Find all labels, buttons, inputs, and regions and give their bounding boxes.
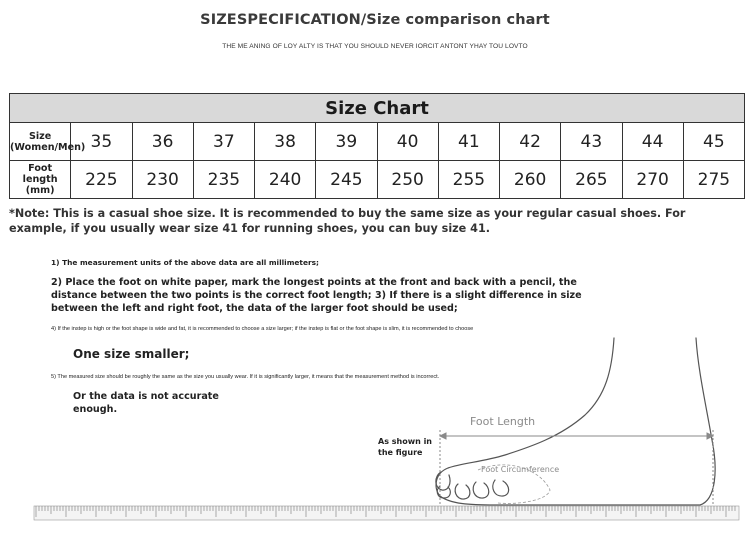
foot-circumference-label: Foot Circumference xyxy=(481,465,560,474)
size-cell: 39 xyxy=(316,123,377,161)
foot-length-cell: 265 xyxy=(561,161,622,199)
instruction-step-1: 1) The measurement units of the above data are all millimeters; xyxy=(51,258,319,267)
size-cell: 43 xyxy=(561,123,622,161)
foot-length-label: Foot Length xyxy=(470,415,536,428)
foot-length-cell: 240 xyxy=(255,161,316,199)
size-row-label: Size (Women/Men) xyxy=(10,123,71,161)
foot-length-cell: 235 xyxy=(193,161,254,199)
foot-length-cell: 270 xyxy=(622,161,683,199)
motto-text: THE ME ANING OF LOY ALTY IS THAT YOU SHOULD NEVER IORCIT ANTONT YHAY TOU LOVTO xyxy=(222,43,528,50)
foot-length-cell: 230 xyxy=(132,161,193,199)
size-cell: 44 xyxy=(622,123,683,161)
size-cell: 37 xyxy=(193,123,254,161)
size-cell: 41 xyxy=(438,123,499,161)
foot-length-cell: 245 xyxy=(316,161,377,199)
size-cell: 36 xyxy=(132,123,193,161)
foot-length-cell: 275 xyxy=(683,161,744,199)
foot-length-cell: 255 xyxy=(438,161,499,199)
foot-length-cell: 260 xyxy=(500,161,561,199)
instruction-step-2: 2) Place the foot on white paper, mark the longest points at the front and back with a pencil, the distance between the two points is the correct foot length; 3) If there is a slight difference in size between the left and right foot, the data of the larger foot should be used; xyxy=(51,277,582,314)
size-cell: 42 xyxy=(500,123,561,161)
size-chart-heading: Size Chart xyxy=(10,94,745,123)
figure-caption: As shown in the figure xyxy=(378,437,432,457)
instruction-step-5: 5) The measured size should be roughly the same as the size you usually wear. If it is significantly larger, it means that the measurement method is incorrect. xyxy=(51,374,440,380)
data-accuracy-text: Or the data is not accurate enough. xyxy=(73,391,219,415)
foot-length-cell: 250 xyxy=(377,161,438,199)
instruction-step-4: 4) If the instep is high or the foot shape is wide and fat, it is recommended to choose a size larger; if the instep is flat or the foot shape is slim, it is recommended to choose xyxy=(51,326,474,332)
size-cell: 45 xyxy=(683,123,744,161)
sizing-note: *Note: This is a casual shoe size. It is recommended to buy the same size as your regular casual shoes. For example, if you usually wear size 41 for running shoes, you can buy size 41. xyxy=(9,207,686,235)
one-size-smaller-text: One size smaller; xyxy=(73,347,190,361)
size-cell: 40 xyxy=(377,123,438,161)
size-cell: 38 xyxy=(255,123,316,161)
size-cell: 35 xyxy=(71,123,132,161)
foot-length-row-label: Foot length (mm) xyxy=(10,161,71,199)
page-title: SIZESPECIFICATION/Size comparison chart xyxy=(200,12,550,28)
foot-length-cell: 225 xyxy=(71,161,132,199)
